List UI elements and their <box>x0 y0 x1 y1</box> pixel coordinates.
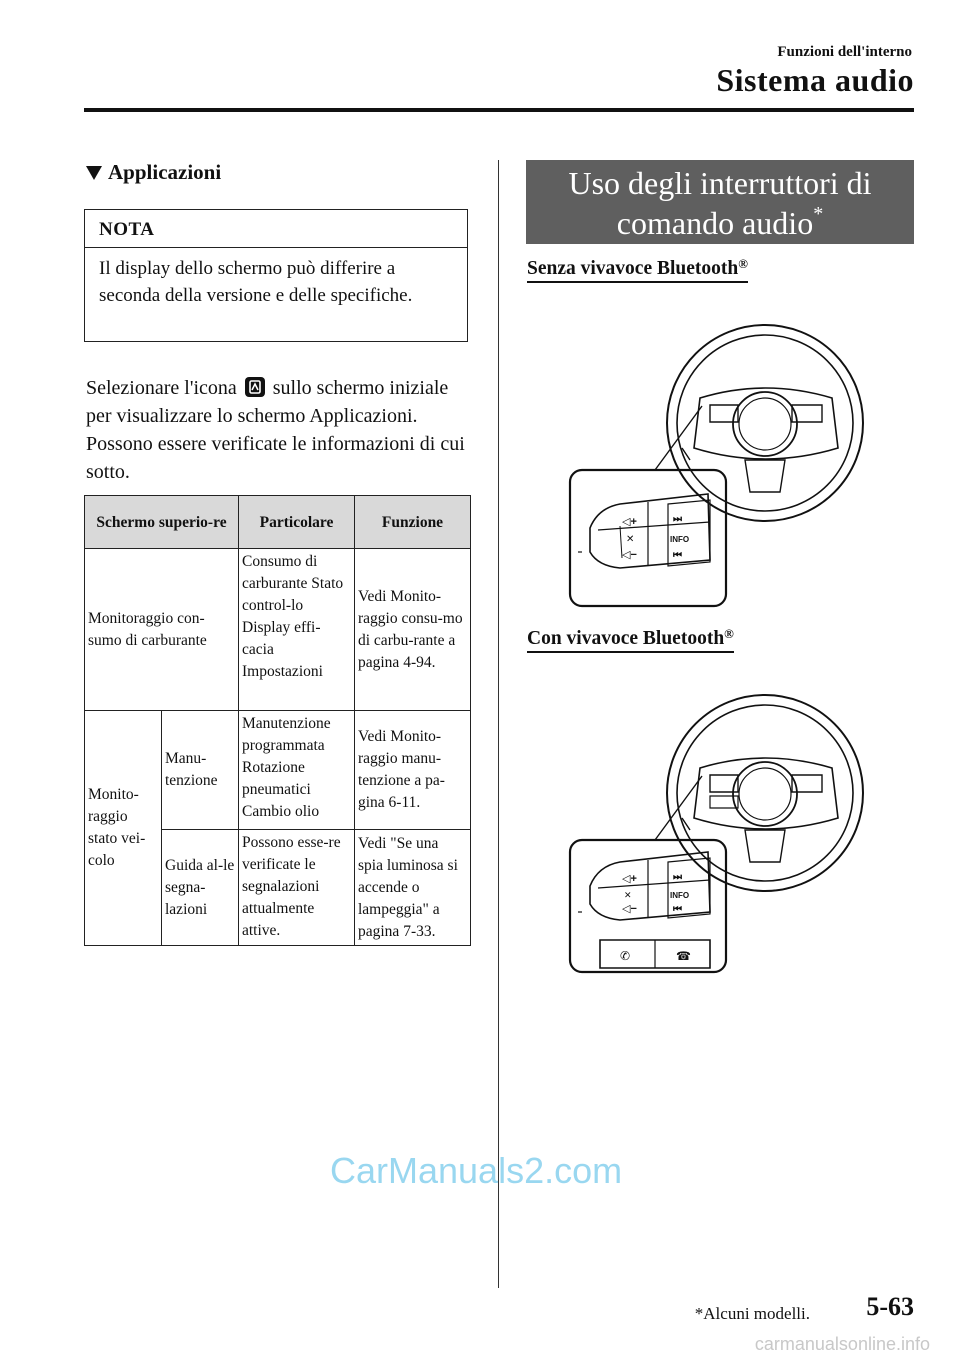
svg-text:☎: ☎ <box>676 949 691 963</box>
banner-line-1: Uso degli interruttori di <box>568 165 872 201</box>
paragraph-before-icon: Selezionare l'icona <box>86 377 237 399</box>
svg-text:◁−: ◁− <box>622 549 637 561</box>
table-header-row <box>85 496 471 549</box>
cell-function: Vedi Monito-raggio consu-mo di carbu-rante a pagina 4-94. <box>355 549 471 711</box>
info-button-label: INFO <box>670 535 690 544</box>
figure1-title-text: Senza vivavoce Bluetooth <box>527 258 739 279</box>
cell-screen: Monitoraggio con-sumo di carburante <box>85 549 239 711</box>
table-row <box>85 549 471 711</box>
steering-wheel-switch-bluetooth-figure <box>560 690 870 980</box>
cell-function: Vedi "Se una spia luminosa si accende o lampeggia" a pagina 7-33. <box>355 830 471 946</box>
cell-item: Guida al-le segna-lazioni <box>162 830 239 946</box>
applications-table <box>84 495 471 946</box>
asterisk-mark: * <box>813 203 824 225</box>
column-divider <box>498 160 499 1288</box>
header-screen: Schermo superio-re <box>85 496 239 549</box>
section-title: Sistema audio <box>716 62 914 98</box>
registered-mark: ® <box>738 256 748 271</box>
svg-text:◁+: ◁+ <box>622 873 637 885</box>
svg-text:✆: ✆ <box>620 949 631 963</box>
applications-icon <box>244 376 266 398</box>
note-title: NOTA <box>85 210 467 248</box>
cell-item: Manu-tenzione <box>162 711 239 830</box>
svg-text:◁+: ◁+ <box>622 516 637 528</box>
paragraph-after-icon: sullo schermo iniziale per visualizzare lo schermo Applicazioni. Possono essere verificate le informazioni di cui sotto. <box>86 377 465 483</box>
banner-line-2 <box>526 203 914 243</box>
applications-heading <box>86 160 221 185</box>
registered-mark: ® <box>724 626 734 641</box>
note-box <box>84 209 468 342</box>
cell-detail: Manutenzione programmata Rotazione pneumatici Cambio olio <box>239 711 355 830</box>
svg-text:⏮: ⏮ <box>673 904 682 915</box>
cell-screen: Monito-raggio stato vei-colo <box>85 711 162 946</box>
header-rule <box>84 108 914 112</box>
figure2-title <box>527 628 734 653</box>
svg-text:⏮: ⏮ <box>673 550 682 561</box>
instructions-paragraph <box>86 374 476 486</box>
note-body: Il display dello schermo può differire a seconda della versione e delle specifiche. <box>99 258 413 306</box>
svg-text:◁−: ◁− <box>622 903 637 915</box>
steering-wheel-switch-figure <box>560 320 870 610</box>
page-number: 5-63 <box>866 1292 914 1321</box>
header-detail: Particolare <box>239 496 355 549</box>
figure2-title-text: Con vivavoce Bluetooth <box>527 628 725 649</box>
source-domain: carmanualsonline.info <box>754 1334 930 1354</box>
svg-text:⏭: ⏭ <box>673 514 682 525</box>
audio-controls-banner <box>526 160 914 244</box>
svg-text:✕: ✕ <box>624 890 632 900</box>
svg-text:⏭: ⏭ <box>673 872 682 883</box>
svg-text:✕: ✕ <box>626 534 635 545</box>
banner-line-2-text: comando audio <box>616 205 814 241</box>
cell-function: Vedi Monito-raggio manu-tenzione a pa-gina 6-11. <box>355 711 471 830</box>
footnote: *Alcuni modelli. <box>694 1304 810 1323</box>
table-row <box>85 711 471 830</box>
triangle-bullet-icon <box>86 166 102 180</box>
figure1-title <box>527 258 748 283</box>
cell-detail: Possono esse-re verificate le segnalazioni attualmente attive. <box>239 830 355 946</box>
header-function: Funzione <box>355 496 471 549</box>
watermark: CarManuals2.com <box>330 1150 623 1191</box>
applications-heading-text: Applicazioni <box>108 160 222 184</box>
cell-detail: Consumo di carburante Stato control-lo Display effi-cacia Impostazioni <box>239 549 355 711</box>
info-button-label: INFO <box>670 891 690 900</box>
chapter-title: Funzioni dell'interno <box>777 44 912 60</box>
